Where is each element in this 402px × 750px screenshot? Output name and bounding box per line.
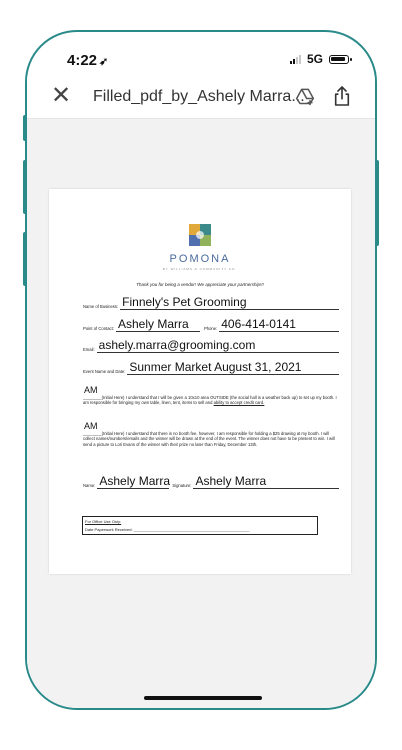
viewer-toolbar <box>27 76 375 119</box>
printed-name-field[interactable]: Ashely Marra <box>99 474 171 488</box>
time-text: 4:22 <box>67 52 98 69</box>
phone-field[interactable]: 406-414-0141 <box>219 318 339 332</box>
business-name-row <box>83 296 339 310</box>
location-arrow-icon: ➶ <box>99 56 109 68</box>
email-row <box>83 339 339 353</box>
status-bar <box>27 32 375 76</box>
terms-paragraph-2: ________(Initial Here) I understand that there is no booth fee, however, I am responsible for holding a $25 drawing at my booth. I will collect names/numbers/emails and the winner will be drawn at the end of the event. The winner does not have to be present to win. I will send a picture to Lori Evans of the winner with their prize no later than Friday, December 13th. <box>83 431 335 447</box>
logo-text: POMONA <box>169 253 231 265</box>
phone-label: Phone: <box>203 326 218 331</box>
battery-icon <box>329 55 349 64</box>
terms-paragraph-1: ________(Initial Here) I understand that I will be given a 10x10 area OUTSIDE (the social hall is a weather back up) to set up my booth. I am responsible for bringing my own table, linen, tent, items to sell and ability to accept credit card. <box>83 395 337 406</box>
thank-you-text: Thank you for being a vendor! We appreciate your partnership!!! <box>136 282 264 287</box>
status-time <box>67 52 108 69</box>
terms-2-text: (Initial Here) I understand that there is no booth fee, however, I am responsible for holding a $25 drawing at my booth. I will collect names/numbers/emails and the winner will be drawn at the end of the event. The winner does not have to be present to win. I will send a picture to Lori Evans of the winner with their prize no later than Friday, December 13th. <box>83 431 335 447</box>
contact-name-field[interactable]: Ashely Marra <box>116 318 200 332</box>
signature-label: Signature: <box>172 483 192 488</box>
file-title: Filled_pdf_by_Ashely Marra... <box>93 88 305 105</box>
terms-1-underlined: ability to accept credit card. <box>213 400 265 406</box>
contact-label: Point of Contact: <box>83 326 114 331</box>
pdf-viewer-area[interactable] <box>27 119 375 710</box>
signature-field[interactable]: Ashely Marra <box>193 475 339 489</box>
email-field[interactable]: ashely.marra@grooming.com <box>97 339 339 353</box>
pomona-logo-icon <box>189 224 211 246</box>
share-icon[interactable] <box>333 85 351 107</box>
network-label: 5G <box>306 52 323 66</box>
initials-field-2[interactable]: AM <box>84 421 98 431</box>
logo-subtitle: BY WILLIAMS & COMMUNITY CO. <box>162 267 238 271</box>
close-icon[interactable]: ✕ <box>51 82 72 109</box>
office-use-title: For Office Use Only: <box>85 519 122 524</box>
initials-field-1[interactable]: AM <box>84 385 98 395</box>
status-indicators <box>290 52 349 66</box>
business-label: Name of Business: <box>83 304 119 309</box>
signature-row <box>83 475 339 489</box>
save-to-drive-icon[interactable] <box>295 86 315 106</box>
signal-icon <box>290 54 301 64</box>
event-label: Event Name and Date: <box>83 369 126 374</box>
contact-row <box>83 318 339 332</box>
terms-1-text: (Initial Here) I understand that I will be given a 10x10 area OUTSIDE (the social hall is a weather back up) to set up my booth. I am responsible for bringing my own table, linen, tent, items to sell and <box>83 395 337 406</box>
date-received-line: Date Paperwork Received: ____________________________________________________ <box>85 527 250 532</box>
email-label: Email: <box>83 347 95 352</box>
home-indicator[interactable] <box>144 696 262 700</box>
pdf-page[interactable] <box>49 189 351 574</box>
office-use-box <box>82 516 318 535</box>
name-label: Name: <box>83 483 96 488</box>
event-row <box>83 361 339 375</box>
event-field[interactable]: Sunmer Market August 31, 2021 <box>127 361 339 375</box>
business-name-field[interactable]: Finnely's Pet Grooming <box>120 296 339 310</box>
phone-frame <box>25 30 377 710</box>
